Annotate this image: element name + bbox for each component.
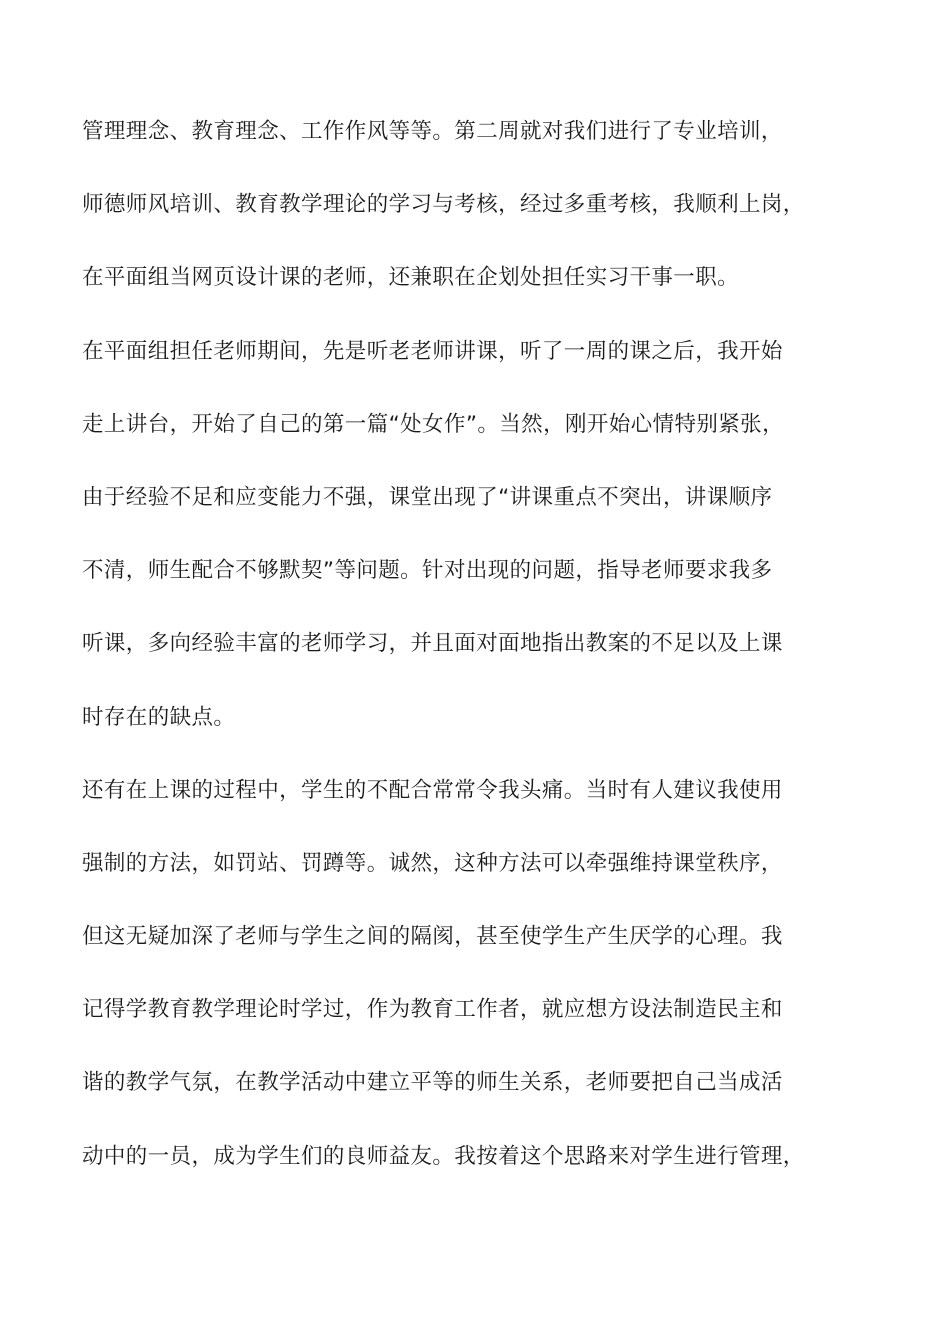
text-line: 时存在的缺点。: [82, 704, 236, 730]
text-line: 还有在上课的过程中，学生的不配合常常令我头痛。当时有人建议我使用: [82, 777, 783, 803]
text-line: 在平面组担任老师期间，先是听老老师讲课，听了一周的课之后，我开始: [82, 338, 783, 364]
text-line: 记得学教育教学理论时学过，作为教育工作者，就应想方设法制造民主和: [82, 997, 783, 1023]
text-line: 谐的教学气氛，在教学活动中建立平等的师生关系，老师要把自己当成活: [82, 1070, 783, 1096]
text-line: 管理理念、教育理念、工作作风等等。第二周就对我们进行了专业培训，: [82, 119, 783, 144]
text-line: 由于经验不足和应变能力不强，课堂出现了“讲课重点不突出，讲课顺序: [82, 484, 773, 510]
text-line: 但这无疑加深了老师与学生之间的隔阂，甚至使学生产生厌学的心理。我: [82, 924, 783, 950]
text-line: 走上讲台，开始了自己的第一篇“处女作”。当然，刚开始心情特别紧张，: [82, 411, 784, 437]
text-line: 不清，师生配合不够默契”等问题。针对出现的问题，指导老师要求我多: [82, 558, 773, 584]
body-text: [82, 118, 882, 1216]
text-line: 听课，多向经验丰富的老师学习，并且面对面地指出教案的不足以及上课: [82, 631, 783, 657]
text-line: 动中的一员，成为学生们的良师益友。我按着这个思路来对学生进行管理，: [82, 1143, 805, 1169]
text-line: 师德师风培训、教育教学理论的学习与考核，经过多重考核，我顺利上岗，: [82, 192, 805, 218]
text-line: 在平面组当网页设计课的老师，还兼职在企划处担任实习干事一职。: [82, 265, 740, 291]
text-line: 强制的方法，如罚站、罚蹲等。诚然，这种方法可以牵强维持课堂秩序，: [82, 850, 783, 876]
